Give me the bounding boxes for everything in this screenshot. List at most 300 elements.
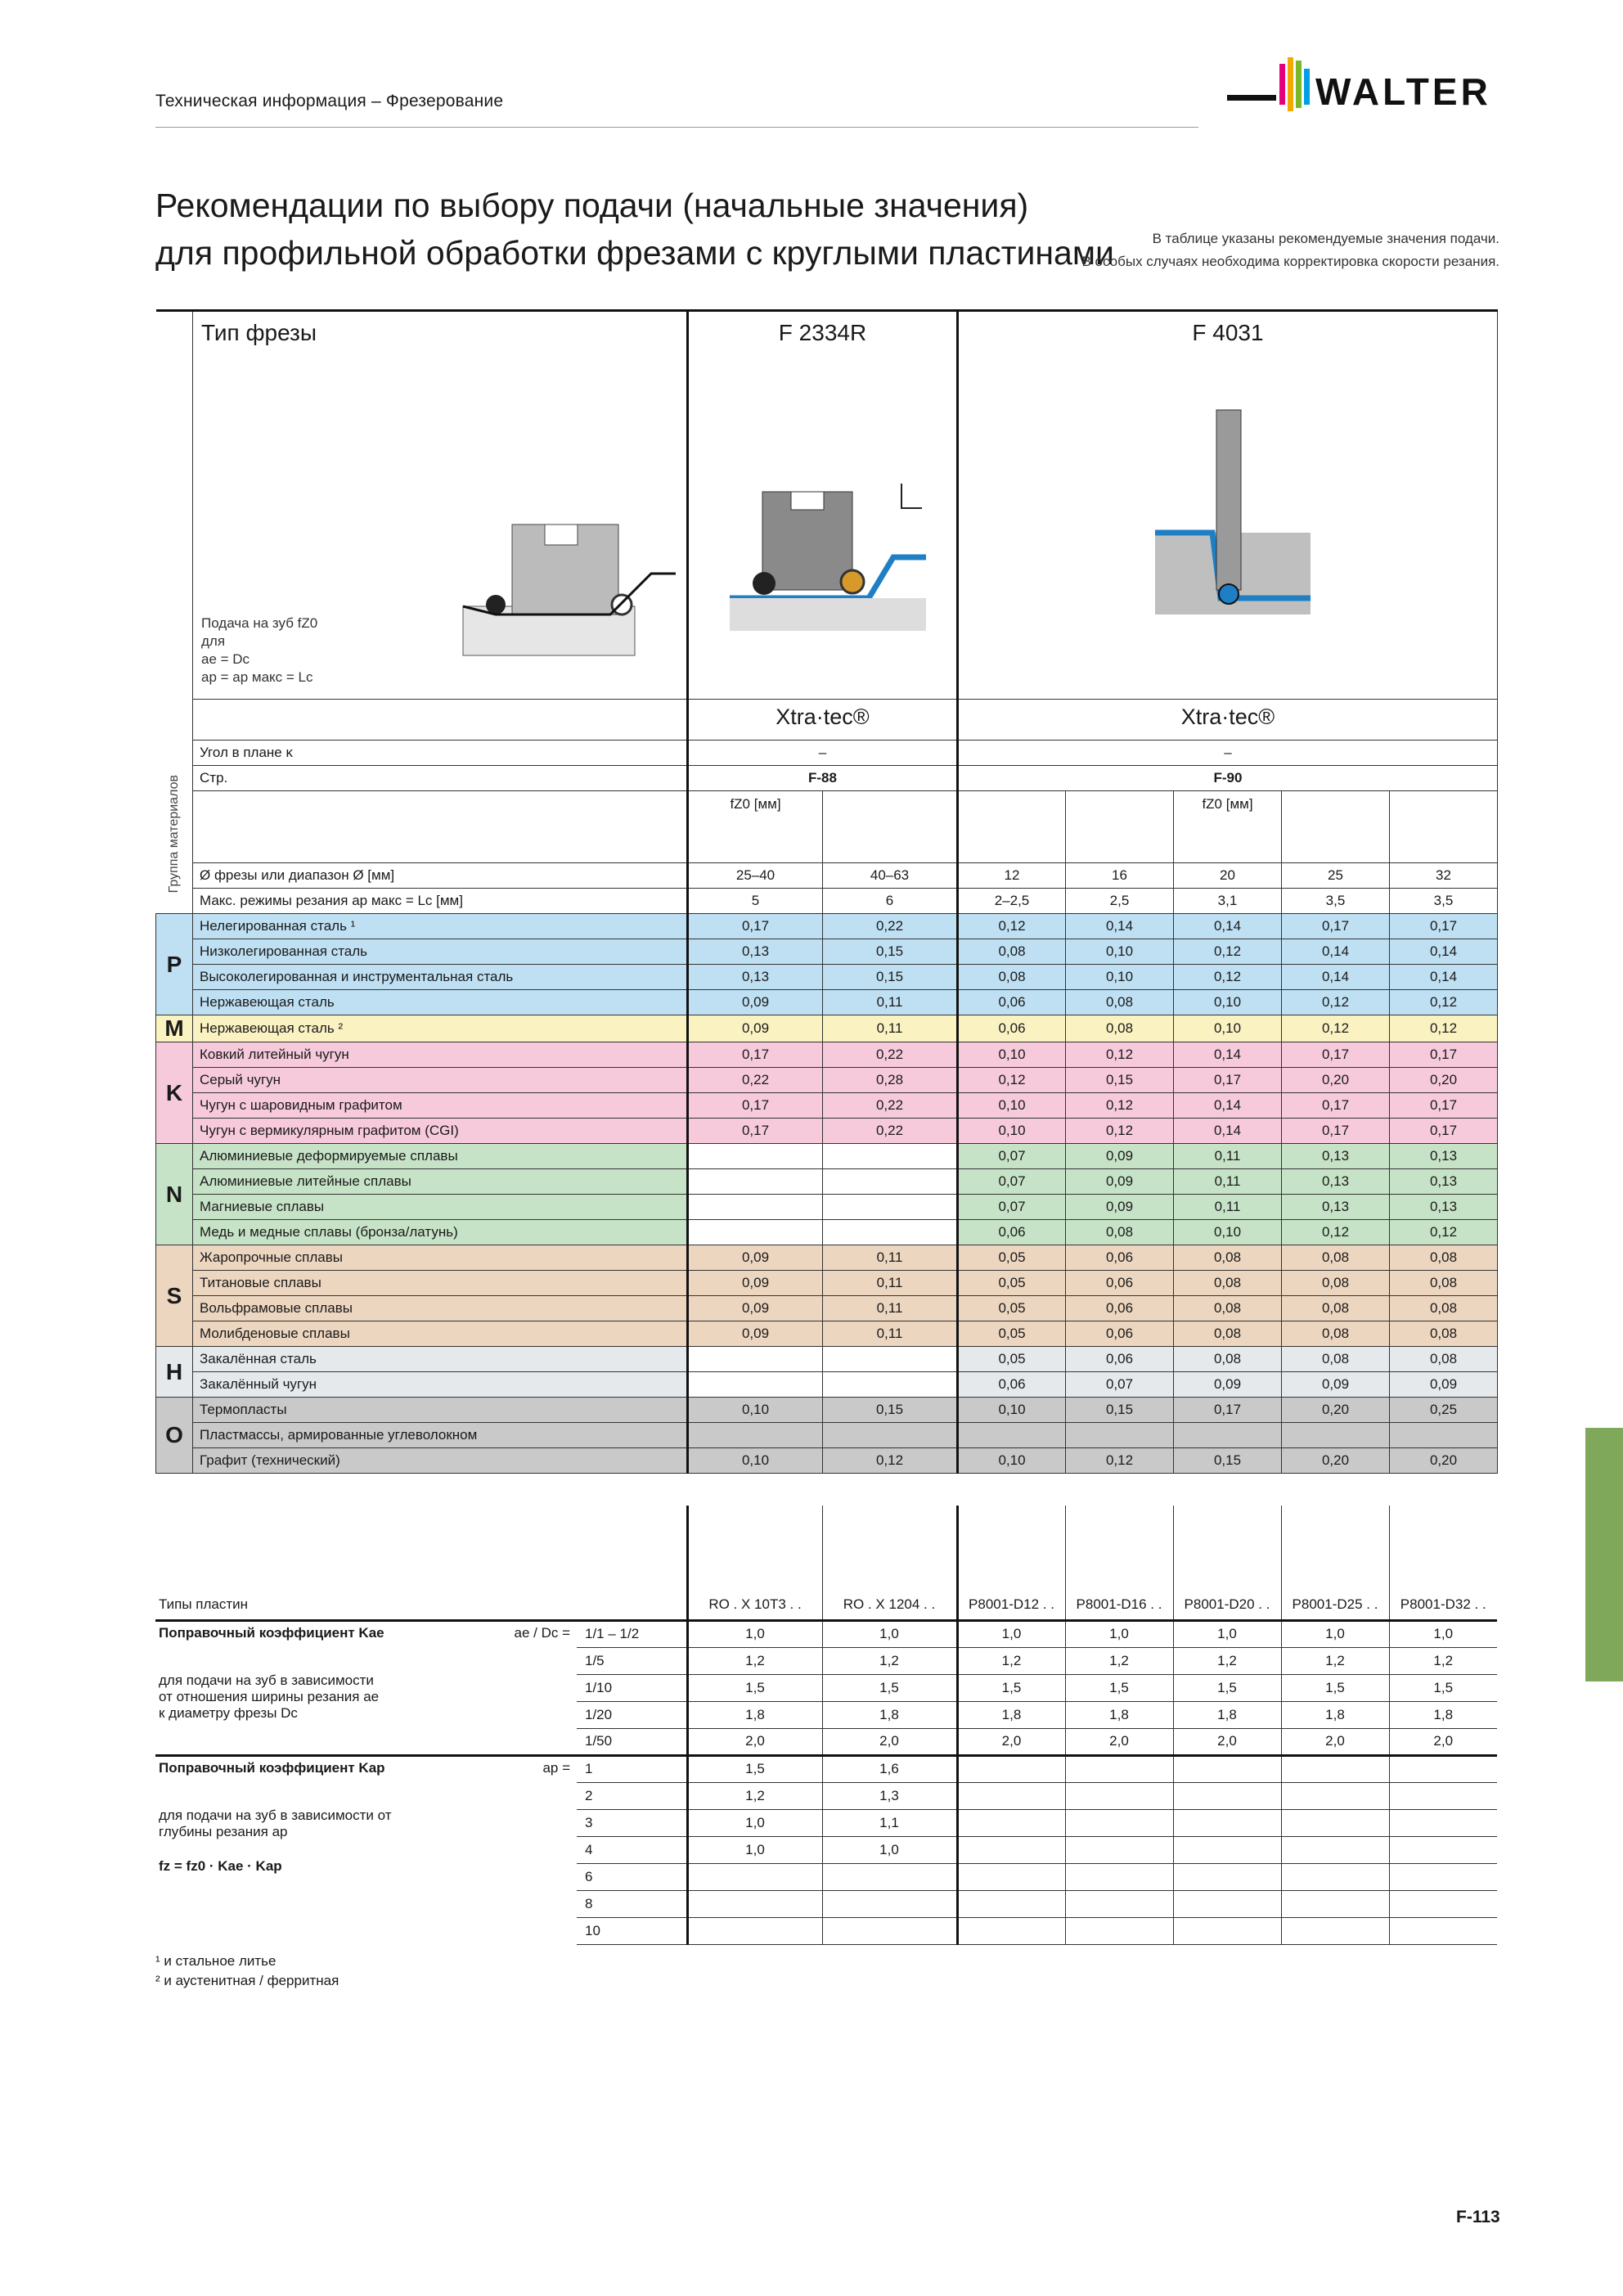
feed-value: 0,06 xyxy=(1066,1296,1174,1321)
kae-value: 1,0 xyxy=(687,1620,822,1647)
table-row xyxy=(156,939,1498,965)
feed-value: 0,11 xyxy=(1174,1169,1282,1195)
feed-value: 0,14 xyxy=(1174,1119,1282,1144)
feed-value: 0,09 xyxy=(1282,1372,1390,1398)
feed-value: 0,14 xyxy=(1390,939,1498,965)
feed-value xyxy=(688,1195,823,1220)
kap-value xyxy=(1389,1755,1497,1782)
kae-value: 1,5 xyxy=(1389,1674,1497,1701)
kae-value: 1,5 xyxy=(957,1674,1065,1701)
table-row xyxy=(156,1321,1498,1347)
feed-value: 0,08 xyxy=(1066,1015,1174,1042)
feed-value: 0,06 xyxy=(1066,1271,1174,1296)
feed-value: 0,15 xyxy=(1174,1448,1282,1474)
feed-value: 0,08 xyxy=(1174,1245,1282,1271)
diameter-value: 12 xyxy=(958,863,1066,889)
feed-value: 0,06 xyxy=(1066,1245,1174,1271)
feed-value: 0,17 xyxy=(688,1042,823,1068)
material-name: Титановые сплавы xyxy=(193,1271,688,1296)
table-row xyxy=(156,1119,1498,1144)
material-group-code: N xyxy=(156,1144,193,1245)
page-ref-2: F-90 xyxy=(958,766,1498,791)
material-name: Магниевые сплавы xyxy=(193,1195,688,1220)
correction-table xyxy=(155,1506,1497,1945)
feed-value: 0,28 xyxy=(823,1068,958,1093)
feed-value: 0,08 xyxy=(1174,1347,1282,1372)
feed-value: 0,09 xyxy=(1066,1144,1174,1169)
kap-value xyxy=(957,1755,1065,1782)
feed-value: 0,07 xyxy=(958,1169,1066,1195)
material-group-code: K xyxy=(156,1042,193,1144)
feed-value: 0,05 xyxy=(958,1271,1066,1296)
kae-value: 1,0 xyxy=(957,1620,1065,1647)
kae-value: 1,5 xyxy=(687,1674,822,1701)
kap-value: 1,5 xyxy=(687,1755,822,1782)
feed-value: 0,12 xyxy=(1390,1220,1498,1245)
table-row xyxy=(155,1620,1497,1647)
feed-value xyxy=(688,1220,823,1245)
kae-value: 1,5 xyxy=(822,1674,957,1701)
feed-value: 0,05 xyxy=(958,1321,1066,1347)
feed-value: 0,10 xyxy=(958,1042,1066,1068)
feed-value: 0,10 xyxy=(1066,939,1174,965)
material-name: Закалённый чугун xyxy=(193,1372,688,1398)
kap-value xyxy=(1281,1755,1389,1782)
feed-value xyxy=(823,1347,958,1372)
kap-value: 1,2 xyxy=(687,1782,822,1809)
feed-value: 0,10 xyxy=(958,1448,1066,1474)
material-name: Закалённая сталь xyxy=(193,1347,688,1372)
feed-value: 0,12 xyxy=(1174,965,1282,990)
table-row xyxy=(156,1423,1498,1448)
cutter-type-cell xyxy=(193,311,688,700)
feed-value: 0,12 xyxy=(1390,990,1498,1015)
kap-value xyxy=(1281,1863,1389,1890)
table-row xyxy=(156,1347,1498,1372)
feed-value xyxy=(823,1195,958,1220)
max-ap-value: 3,1 xyxy=(1174,889,1282,914)
table-row xyxy=(156,1195,1498,1220)
material-group-label-cell: Группа материалов xyxy=(156,311,193,914)
diameter-label: Ø фрезы или диапазон Ø [мм] xyxy=(193,863,688,889)
feed-value: 0,07 xyxy=(1066,1372,1174,1398)
kap-key: 2 xyxy=(577,1782,687,1809)
material-name: Вольфрамовые сплавы xyxy=(193,1296,688,1321)
feed-value: 0,12 xyxy=(1390,1015,1498,1042)
feed-value: 0,12 xyxy=(823,1448,958,1474)
kae-value: 1,5 xyxy=(1281,1674,1389,1701)
kae-value: 1,5 xyxy=(1065,1674,1173,1701)
feed-value: 0,22 xyxy=(823,1119,958,1144)
kap-desc: для подачи на зуб в зависимости от xyxy=(159,1807,392,1823)
kae-desc: к диаметру фрезы Dc xyxy=(159,1704,298,1721)
kae-key: 1/20 xyxy=(577,1701,687,1728)
kap-value xyxy=(1173,1890,1281,1917)
cutter-schematic-icon xyxy=(463,500,676,655)
kap-value xyxy=(1065,1863,1173,1890)
diameter-value: 32 xyxy=(1390,863,1498,889)
kap-value xyxy=(957,1917,1065,1944)
feed-value: 0,08 xyxy=(958,939,1066,965)
kae-desc: для подачи на зуб в зависимости xyxy=(159,1672,374,1688)
feed-value: 0,08 xyxy=(1390,1296,1498,1321)
kap-key: 8 xyxy=(577,1890,687,1917)
feed-value: 0,22 xyxy=(823,1042,958,1068)
kap-value xyxy=(822,1863,957,1890)
feed-value: 0,06 xyxy=(958,990,1066,1015)
page-title: Рекомендации по выбору подачи (начальные значения) для профильной обработки фрезами с круглыми пластинами xyxy=(155,187,1114,272)
kap-value xyxy=(1389,1809,1497,1836)
feed-value xyxy=(688,1347,823,1372)
feed-value: 0,08 xyxy=(1174,1296,1282,1321)
feed-value: 0,14 xyxy=(1174,914,1282,939)
feed-value: 0,09 xyxy=(1390,1372,1498,1398)
kae-value: 2,0 xyxy=(1389,1728,1497,1755)
feed-value: 0,17 xyxy=(688,1093,823,1119)
feed-value: 0,15 xyxy=(823,939,958,965)
feed-value: 0,08 xyxy=(1390,1271,1498,1296)
kap-value xyxy=(1065,1782,1173,1809)
feed-value xyxy=(823,1423,958,1448)
material-name: Низколегированная сталь xyxy=(193,939,688,965)
table-note: В таблице указаны рекомендуемые значения подачи. В особых случаях необходима корректировка скорости резания. xyxy=(1081,231,1499,269)
tool2-header: F 4031 Xtra·tec® xyxy=(958,311,1498,700)
feed-value xyxy=(1174,1423,1282,1448)
diameter-value: 40–63 xyxy=(823,863,958,889)
kae-value: 1,8 xyxy=(1281,1701,1389,1728)
kae-value: 1,0 xyxy=(1173,1620,1281,1647)
material-group-code: M xyxy=(156,1015,193,1042)
feed-value: 0,10 xyxy=(1174,990,1282,1015)
kap-value xyxy=(687,1917,822,1944)
feed-value: 0,08 xyxy=(1282,1245,1390,1271)
feed-value: 0,10 xyxy=(688,1398,823,1423)
feed-value: 0,10 xyxy=(688,1448,823,1474)
feed-value: 0,12 xyxy=(1282,1220,1390,1245)
feed-value: 0,15 xyxy=(1066,1398,1174,1423)
max-ap-value: 5 xyxy=(688,889,823,914)
kae-value: 2,0 xyxy=(822,1728,957,1755)
kap-value: 1,0 xyxy=(687,1809,822,1836)
tool2-brand: Xtra·tec® xyxy=(1180,705,1275,729)
kae-value: 1,2 xyxy=(687,1647,822,1674)
feed-value: 0,12 xyxy=(1066,1093,1174,1119)
kap-value xyxy=(1281,1890,1389,1917)
kae-key: 1/10 xyxy=(577,1674,687,1701)
material-name: Серый чугун xyxy=(193,1068,688,1093)
feed-value: 0,12 xyxy=(958,1068,1066,1093)
table-row xyxy=(155,1755,1497,1782)
diameter-value: 20 xyxy=(1174,863,1282,889)
feed-value: 0,11 xyxy=(823,1321,958,1347)
table-row xyxy=(156,1169,1498,1195)
feed-value: 0,20 xyxy=(1390,1448,1498,1474)
kae-value: 2,0 xyxy=(1173,1728,1281,1755)
feed-value: 0,06 xyxy=(1066,1347,1174,1372)
feed-value: 0,17 xyxy=(1282,1093,1390,1119)
table-row xyxy=(156,1448,1498,1474)
kae-value: 1,0 xyxy=(1389,1620,1497,1647)
feed-value xyxy=(823,1169,958,1195)
kap-value xyxy=(1065,1809,1173,1836)
formula: fz = fz0 · Kae · Kap xyxy=(159,1857,282,1874)
feed-value: 0,13 xyxy=(1282,1169,1390,1195)
feed-value: 0,22 xyxy=(688,1068,823,1093)
diameter-value: 16 xyxy=(1066,863,1174,889)
feed-conditions: Подача на зуб fZ0 для ae = Dc ap = ap макс = Lc xyxy=(201,615,318,685)
material-name: Молибденовые сплавы xyxy=(193,1321,688,1347)
feed-value: 0,10 xyxy=(1174,1220,1282,1245)
tool1-image-icon xyxy=(730,467,926,631)
feed-value: 0,20 xyxy=(1282,1448,1390,1474)
feed-value: 0,14 xyxy=(1174,1093,1282,1119)
material-name: Нержавеющая сталь xyxy=(193,990,688,1015)
feed-value xyxy=(1390,1423,1498,1448)
feed-value: 0,15 xyxy=(823,965,958,990)
material-name: Термопласты xyxy=(193,1398,688,1423)
kap-value xyxy=(957,1809,1065,1836)
kae-value: 1,0 xyxy=(822,1620,957,1647)
max-ap-value: 2–2,5 xyxy=(958,889,1066,914)
insert-type: RO . X 1204 . . xyxy=(822,1506,957,1620)
feed-value: 0,13 xyxy=(688,939,823,965)
table-row xyxy=(156,1042,1498,1068)
kap-value xyxy=(1173,1809,1281,1836)
header-rule xyxy=(155,127,1198,128)
feed-value: 0,10 xyxy=(958,1093,1066,1119)
kap-value xyxy=(957,1863,1065,1890)
feed-value: 0,13 xyxy=(1282,1144,1390,1169)
feed-value xyxy=(688,1423,823,1448)
table-row xyxy=(156,1093,1498,1119)
feed-value: 0,11 xyxy=(1174,1195,1282,1220)
kap-value xyxy=(1281,1782,1389,1809)
feed-value xyxy=(688,1144,823,1169)
feed-value xyxy=(823,1220,958,1245)
max-ap-value: 3,5 xyxy=(1282,889,1390,914)
material-group-code: H xyxy=(156,1347,193,1398)
feed-value: 0,08 xyxy=(1066,1220,1174,1245)
kae-value: 1,2 xyxy=(1173,1647,1281,1674)
kae-value: 1,8 xyxy=(687,1701,822,1728)
material-name: Медь и медные сплавы (бронза/латунь) xyxy=(193,1220,688,1245)
max-ap-value: 3,5 xyxy=(1390,889,1498,914)
kap-value xyxy=(957,1782,1065,1809)
feed-value: 0,13 xyxy=(688,965,823,990)
kae-value: 1,8 xyxy=(822,1701,957,1728)
kae-value: 2,0 xyxy=(1065,1728,1173,1755)
material-name: Нелегированная сталь ¹ xyxy=(193,914,688,939)
feed-value: 0,09 xyxy=(1066,1195,1174,1220)
kae-value: 1,8 xyxy=(1065,1701,1173,1728)
feed-value: 0,12 xyxy=(1066,1119,1174,1144)
kap-value: 1,0 xyxy=(822,1836,957,1863)
feed-value: 0,12 xyxy=(958,914,1066,939)
kap-value xyxy=(1389,1917,1497,1944)
feed-value xyxy=(1282,1423,1390,1448)
feed-value: 0,09 xyxy=(688,1245,823,1271)
feed-value xyxy=(688,1169,823,1195)
insert-type: P8001-D16 . . xyxy=(1065,1506,1173,1620)
feed-value: 0,17 xyxy=(1390,1119,1498,1144)
feed-value xyxy=(823,1144,958,1169)
material-name: Жаропрочные сплавы xyxy=(193,1245,688,1271)
feed-value: 0,17 xyxy=(1282,914,1390,939)
feed-value: 0,12 xyxy=(1066,1042,1174,1068)
feed-value: 0,17 xyxy=(1174,1398,1282,1423)
feed-value: 0,06 xyxy=(958,1372,1066,1398)
feed-value: 0,11 xyxy=(823,1015,958,1042)
kae-value: 1,2 xyxy=(957,1647,1065,1674)
feed-value: 0,12 xyxy=(1174,939,1282,965)
feed-value xyxy=(958,1423,1066,1448)
footnotes: ¹ и стальное литье ² и аустенитная / ферритная xyxy=(155,1953,339,1988)
max-ap-value: 6 xyxy=(823,889,958,914)
kap-value xyxy=(1065,1755,1173,1782)
table-row xyxy=(156,965,1498,990)
kap-value xyxy=(1173,1755,1281,1782)
feed-value: 0,20 xyxy=(1282,1068,1390,1093)
kap-value xyxy=(1065,1836,1173,1863)
material-name: Алюминиевые литейные сплавы xyxy=(193,1169,688,1195)
feed-value: 0,10 xyxy=(1174,1015,1282,1042)
feed-value: 0,08 xyxy=(1282,1321,1390,1347)
kap-value: 1,1 xyxy=(822,1809,957,1836)
table-row xyxy=(156,1271,1498,1296)
material-name: Алюминиевые деформируемые сплавы xyxy=(193,1144,688,1169)
feed-value: 0,14 xyxy=(1282,939,1390,965)
feed-value: 0,14 xyxy=(1066,914,1174,939)
kae-value: 2,0 xyxy=(957,1728,1065,1755)
kap-key: 6 xyxy=(577,1863,687,1890)
fz-unit-2: fZ0 [мм] xyxy=(1174,791,1282,863)
kae-value: 1,0 xyxy=(1065,1620,1173,1647)
material-group-code: P xyxy=(156,914,193,1015)
feed-value: 0,22 xyxy=(823,1093,958,1119)
kae-ratio-label: ae / Dc = xyxy=(495,1620,577,1755)
kap-value xyxy=(1389,1863,1497,1890)
kap-key: 4 xyxy=(577,1836,687,1863)
material-name: Пластмассы, армированные углеволокном xyxy=(193,1423,688,1448)
kae-value: 1,8 xyxy=(1173,1701,1281,1728)
feed-value: 0,11 xyxy=(823,990,958,1015)
max-ap-label: Макс. режимы резания ap макс = Lc [мм] xyxy=(193,889,688,914)
feed-table xyxy=(155,309,1498,1474)
table-row xyxy=(156,1144,1498,1169)
feed-value: 0,08 xyxy=(958,965,1066,990)
feed-value: 0,17 xyxy=(1282,1042,1390,1068)
feed-value: 0,08 xyxy=(1282,1347,1390,1372)
feed-value: 0,10 xyxy=(958,1119,1066,1144)
insert-type: P8001-D32 . . xyxy=(1389,1506,1497,1620)
material-name: Нержавеющая сталь ² xyxy=(193,1015,688,1042)
feed-value: 0,05 xyxy=(958,1347,1066,1372)
fz-unit-1: fZ0 [мм] xyxy=(688,791,823,863)
feed-value: 0,08 xyxy=(1174,1321,1282,1347)
cutter-type-label: Тип фрезы xyxy=(201,320,317,345)
kap-value xyxy=(1389,1890,1497,1917)
material-name: Графит (технический) xyxy=(193,1448,688,1474)
insert-type: P8001-D12 . . xyxy=(957,1506,1065,1620)
kap-value xyxy=(687,1890,822,1917)
kap-description xyxy=(155,1755,495,1944)
feed-value: 0,13 xyxy=(1390,1195,1498,1220)
table-row xyxy=(156,1398,1498,1423)
kap-value xyxy=(1281,1836,1389,1863)
feed-value: 0,13 xyxy=(1390,1169,1498,1195)
feed-value: 0,09 xyxy=(1174,1372,1282,1398)
diameter-value: 25 xyxy=(1282,863,1390,889)
kap-value xyxy=(822,1917,957,1944)
angle-value-2: – xyxy=(958,741,1498,766)
feed-value: 0,06 xyxy=(958,1220,1066,1245)
feed-value: 0,08 xyxy=(1390,1245,1498,1271)
kap-value xyxy=(1173,1782,1281,1809)
page-ref-label: Стр. xyxy=(193,766,688,791)
feed-value: 0,09 xyxy=(688,1271,823,1296)
insert-type: P8001-D25 . . xyxy=(1281,1506,1389,1620)
feed-value: 0,25 xyxy=(1390,1398,1498,1423)
feed-value: 0,17 xyxy=(1174,1068,1282,1093)
feed-value: 0,11 xyxy=(823,1271,958,1296)
max-ap-value: 2,5 xyxy=(1066,889,1174,914)
feed-value: 0,09 xyxy=(688,1321,823,1347)
kap-key: 3 xyxy=(577,1809,687,1836)
tool1-brand: Xtra·tec® xyxy=(776,705,870,729)
feed-value: 0,17 xyxy=(1390,914,1498,939)
feed-value: 0,13 xyxy=(1390,1144,1498,1169)
feed-value: 0,07 xyxy=(958,1144,1066,1169)
kae-value: 2,0 xyxy=(1281,1728,1389,1755)
kap-title: Поправочный коэффициент Kap xyxy=(159,1759,385,1776)
feed-value: 0,08 xyxy=(1174,1271,1282,1296)
kap-value: 1,3 xyxy=(822,1782,957,1809)
table-row xyxy=(156,1245,1498,1271)
feed-value: 0,11 xyxy=(1174,1144,1282,1169)
kae-key: 1/50 xyxy=(577,1728,687,1755)
kap-value xyxy=(1281,1917,1389,1944)
walter-logo xyxy=(1227,57,1502,133)
kap-value: 1,6 xyxy=(822,1755,957,1782)
table-row xyxy=(156,914,1498,939)
feed-value: 0,20 xyxy=(1282,1398,1390,1423)
kae-value: 1,2 xyxy=(1065,1647,1173,1674)
table-row xyxy=(156,1372,1498,1398)
kae-desc: от отношения ширины резания ae xyxy=(159,1688,380,1704)
chapter-tab xyxy=(1585,1428,1623,1681)
feed-value: 0,13 xyxy=(1282,1195,1390,1220)
table-row xyxy=(156,1296,1498,1321)
table-row xyxy=(156,1015,1498,1042)
material-name: Ковкий литейный чугун xyxy=(193,1042,688,1068)
feed-value: 0,09 xyxy=(688,990,823,1015)
feed-value xyxy=(823,1372,958,1398)
page-ref-1: F-88 xyxy=(688,766,958,791)
insert-type: RO . X 10T3 . . xyxy=(687,1506,822,1620)
kap-value xyxy=(1065,1917,1173,1944)
feed-value: 0,12 xyxy=(1282,990,1390,1015)
kap-value xyxy=(1389,1782,1497,1809)
feed-value: 0,08 xyxy=(1390,1347,1498,1372)
logo-text: WALTER xyxy=(1315,70,1491,113)
kap-value xyxy=(687,1863,822,1890)
feed-value: 0,17 xyxy=(688,1119,823,1144)
kap-ratio-label: ap = xyxy=(495,1755,577,1944)
tool2-image-icon xyxy=(1155,410,1319,615)
kae-title: Поправочный коэффициент Kae xyxy=(159,1624,384,1641)
kap-desc: глубины резания ap xyxy=(159,1823,288,1839)
kap-value xyxy=(957,1836,1065,1863)
